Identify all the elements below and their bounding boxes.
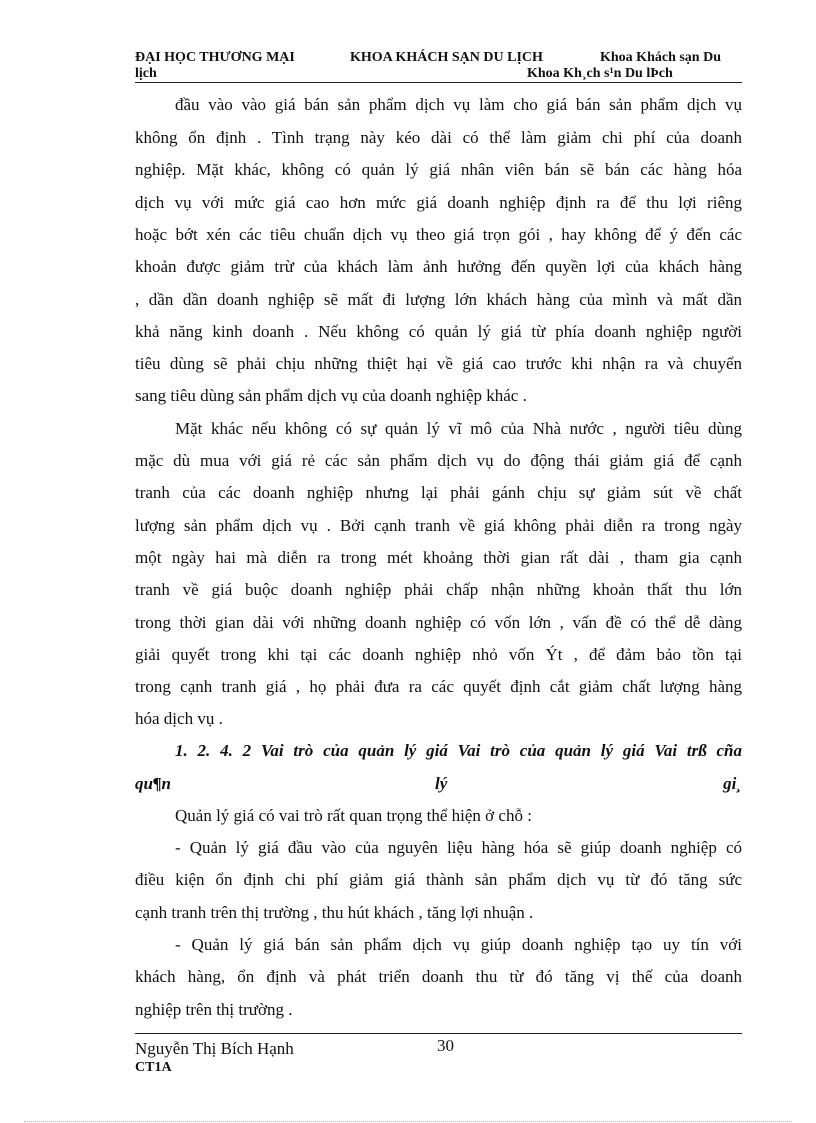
- body-line: tranh của các doanh nghiệp nhưng lại phải gánh chịu sự giảm sút về chất: [135, 483, 742, 502]
- heading-word: gi¸: [723, 774, 742, 793]
- body-line: sang tiêu dùng sản phẩm dịch vụ của doanh nghiệp khác .: [135, 386, 527, 405]
- heading-word: qu¶n: [135, 774, 171, 793]
- page-edge: [24, 1121, 792, 1122]
- body-line: nghiệp. Mặt khác, không có quản lý giá nhân viên bán sẽ bán các hàng hóa: [135, 160, 742, 179]
- body-line: điều kiện ổn định chi phí giảm giá thành sản phẩm dịch vụ từ đó tăng sức: [135, 870, 742, 889]
- section-heading: 1. 2. 4. 2 Vai trò của quản lý giá Vai trò của quản lý giá Vai trß cña: [175, 741, 742, 760]
- footer-author: Nguyễn Thị Bích Hạnh: [135, 1039, 294, 1058]
- header-department-garbled: Khoa Kh¸ch s¹n Du lÞch: [527, 66, 673, 81]
- body-line: giải quyết trong khi tại các doanh nghiệp nhỏ vốn Ýt , để đảm bảo tồn tại: [135, 645, 742, 664]
- body-line: cạnh tranh trên thị trường , thu hút khách , tăng lợi nhuận .: [135, 903, 534, 922]
- body-line: khoản được giảm trừ của khách làm ảnh hưởng đến quyền lợi của khách hàng: [135, 257, 742, 276]
- header-department-mixed: Khoa Khách sạn Du: [600, 50, 721, 65]
- body-line: khách hàng, ổn định và phát triển doanh thu từ đó tăng vị thế của doanh: [135, 967, 742, 986]
- footer-page-number: 30: [437, 1036, 454, 1055]
- body-line: trong thời gian dài với những doanh nghiệp có vốn lớn , vấn đề có thể dễ dàng: [135, 613, 742, 632]
- body-line: không ổn định . Tình trạng này kéo dài có thể làm giảm chi phí của doanh: [135, 128, 742, 147]
- body-line: khả năng kinh doanh . Nếu không có quản lý giá từ phía doanh nghiệp người: [135, 322, 742, 341]
- body-line: - Quản lý giá đầu vào của nguyên liệu hàng hóa sẽ giúp doanh nghiệp có: [175, 838, 742, 857]
- header-rule: [135, 82, 742, 83]
- body-line: lượng sản phẩm dịch vụ . Bởi cạnh tranh về giá không phải diễn ra trong ngày: [135, 516, 742, 535]
- body-line: tranh về giá buộc doanh nghiệp phải chấp nhận những khoản thất thu lớn: [135, 580, 742, 599]
- heading-word: lý: [435, 774, 448, 793]
- body-line: một ngày hai mà diễn ra trong mét khoảng thời gian rất dài , tham gia cạnh: [135, 548, 742, 567]
- header-department-mixed-continued: lịch: [135, 66, 157, 81]
- body-line: nghiệp trên thị trường .: [135, 1000, 293, 1019]
- body-line: hoặc bớt xén các tiêu chuẩn dịch vụ theo giá trọn gói , hay không để ý đến các: [135, 225, 742, 244]
- body-line: mặc dù mua với giá rẻ các sản phẩm dịch vụ do động thái giảm giá để cạnh: [135, 451, 742, 470]
- header-university: ĐẠI HỌC THƯƠNG MẠI: [135, 50, 295, 65]
- body-line: đầu vào vào giá bán sản phẩm dịch vụ làm cho giá bán sản phẩm dịch vụ: [175, 95, 742, 114]
- body-line: tiêu dùng sẽ phải chịu những thiệt hại về giá cao trước khi nhận ra và chuyển: [135, 354, 742, 373]
- body-line: Mặt khác nếu không có sự quản lý vĩ mô của Nhà nước , người tiêu dùng: [175, 419, 742, 438]
- footer-class-code: CT1A: [135, 1060, 172, 1075]
- body-line: hóa dịch vụ .: [135, 709, 223, 728]
- body-line: trong cạnh tranh giá , họ phải đưa ra các quyết định cắt giảm chất lượng hàng: [135, 677, 742, 696]
- body-line: , dần dần doanh nghiệp sẽ mất đi lượng lớn khách hàng của mình và mất dần: [135, 290, 742, 309]
- footer-rule: [135, 1033, 742, 1034]
- header-department-upper: KHOA KHÁCH SẠN DU LỊCH: [350, 50, 543, 65]
- body-line: dịch vụ với mức giá cao hơn mức giá doanh nghiệp định ra để thu lợi riêng: [135, 193, 742, 212]
- body-line: - Quản lý giá bán sản phẩm dịch vụ giúp doanh nghiệp tạo uy tín với: [175, 935, 742, 954]
- body-line: Quản lý giá có vai trò rất quan trọng thể hiện ở chỗ :: [175, 806, 532, 825]
